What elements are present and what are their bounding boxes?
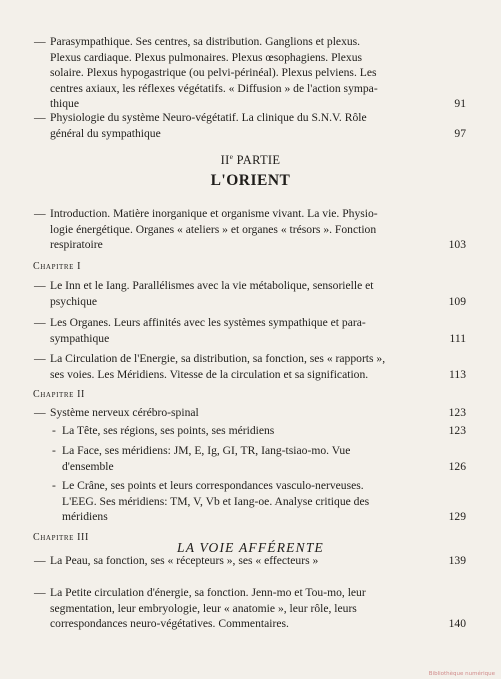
- entry-dash: —: [34, 207, 46, 220]
- page-number: 123: [448, 406, 466, 419]
- entry-line: segmentation, leur embryologie, leur « anatomie », leur rôle, leurs: [50, 601, 357, 615]
- entry-line: La Petite circulation d'énergie, sa fonction. Jenn-mo et Tou-mo, leur: [50, 586, 366, 599]
- entry-dash: —: [34, 111, 46, 124]
- entry-line: respiratoire: [50, 238, 103, 252]
- page-number: 109: [448, 294, 466, 308]
- toc-entry: [34, 585, 466, 632]
- chapter-heading: Chapitre III: [33, 532, 89, 543]
- chapter-heading: Chapitre II: [33, 389, 85, 400]
- page-number: 113: [449, 367, 466, 381]
- entry-dash: —: [34, 554, 46, 567]
- entry-dash: —: [34, 586, 46, 599]
- entry-dash: -: [52, 444, 56, 457]
- toc-entry: [34, 405, 466, 421]
- entry-line: La Circulation de l'Energie, sa distribution, sa fonction, ses « rapports »,: [50, 352, 386, 365]
- entry-line: Le Inn et le Iang. Parallélismes avec la vie métabolique, sensorielle et: [50, 279, 374, 292]
- entry-dash: —: [34, 35, 46, 48]
- entry-line: Le Crâne, ses points et leurs correspondances vasculo-nerveuses.: [62, 479, 364, 492]
- entry-line: Plexus cardiaque. Plexus pulmonaires. Plexus œsophagiens. Plexus: [50, 50, 363, 64]
- part-number: II: [220, 153, 230, 168]
- entry-line: La Face, ses méridiens: JM, E, Ig, GI, TR, Iang-tsiao-mo. Vue: [62, 444, 351, 457]
- page-number: 97: [454, 126, 466, 140]
- entry-line: Introduction. Matière inorganique et organisme vivant. La vie. Physio-: [50, 207, 378, 220]
- part-label: PARTIE: [236, 153, 281, 168]
- entry-line: général du sympathique: [50, 126, 161, 140]
- toc-subentry: [52, 443, 466, 474]
- entry-dash: -: [52, 479, 56, 492]
- part-heading: [0, 152, 501, 168]
- toc-entry: [34, 315, 466, 346]
- entry-dash: -: [52, 424, 56, 437]
- entry-line: psychique: [50, 294, 98, 308]
- toc-entry: [34, 351, 466, 382]
- entry-line: La Peau, sa fonction, ses « récepteurs », ses « effecteurs »: [50, 554, 319, 567]
- page-number: 91: [454, 97, 466, 111]
- part-name: L'ORIENT: [210, 172, 291, 189]
- page-number: 103: [448, 238, 466, 252]
- entry-line: sympathique: [50, 331, 110, 345]
- toc-entry: [34, 34, 466, 112]
- page-number: 139: [448, 554, 466, 567]
- page-number: 129: [448, 510, 466, 524]
- entry-line: méridiens: [62, 510, 108, 524]
- toc-entry: [34, 553, 466, 569]
- part-sup: e: [229, 152, 234, 161]
- entry-line: centres axiaux, les réflexes végétatifs. « Diffusion » de l'action sympa-: [50, 81, 378, 95]
- entry-line: Parasympathique. Ses centres, sa distribution. Ganglions et plexus.: [50, 35, 361, 48]
- page-number: 123: [448, 424, 466, 437]
- entry-dash: —: [34, 406, 46, 419]
- entry-line: Les Organes. Leurs affinités avec les systèmes sympathique et para-: [50, 316, 366, 329]
- entry-line: L'EEG. Ses méridiens: TM, V, Vb et Iang-oe. Analyse critique des: [62, 494, 370, 508]
- chapter-title: LA VOIE AFFÉRENTE: [177, 540, 324, 555]
- entry-line: solaire. Plexus hypogastrique (ou pelvi-périnéal). Plexus pelviens. Les: [50, 66, 377, 80]
- entry-line: d'ensemble: [62, 459, 114, 473]
- entry-line: Système nerveux cérébro-spinal: [50, 406, 199, 419]
- entry-line: logie énergétique. Organes « ateliers » et organes « trésors ». Fonction: [50, 222, 377, 236]
- entry-line: Physiologie du système Neuro-végétatif. La clinique du S.N.V. Rôle: [50, 111, 367, 124]
- page-number: 111: [449, 331, 466, 345]
- page-number: 126: [448, 459, 466, 473]
- toc-entry: [34, 278, 466, 309]
- toc-subentry: [52, 478, 466, 525]
- toc-subentry: [52, 423, 466, 439]
- entry-line: correspondances neuro-végétatives. Commentaires.: [50, 617, 289, 631]
- chapter-heading: Chapitre I: [33, 261, 82, 272]
- toc-entry: [34, 206, 466, 253]
- entry-dash: —: [34, 279, 46, 292]
- entry-dash: —: [34, 352, 46, 365]
- page-number: 140: [448, 617, 466, 631]
- entry-line: La Tête, ses régions, ses points, ses méridiens: [62, 424, 275, 437]
- toc-entry: [34, 110, 466, 141]
- entry-line: thique: [50, 97, 79, 111]
- watermark: Bibliothèque numérique: [428, 671, 495, 677]
- entry-line: ses voies. Les Méridiens. Vitesse de la circulation et sa signification.: [50, 367, 369, 381]
- entry-dash: —: [34, 316, 46, 329]
